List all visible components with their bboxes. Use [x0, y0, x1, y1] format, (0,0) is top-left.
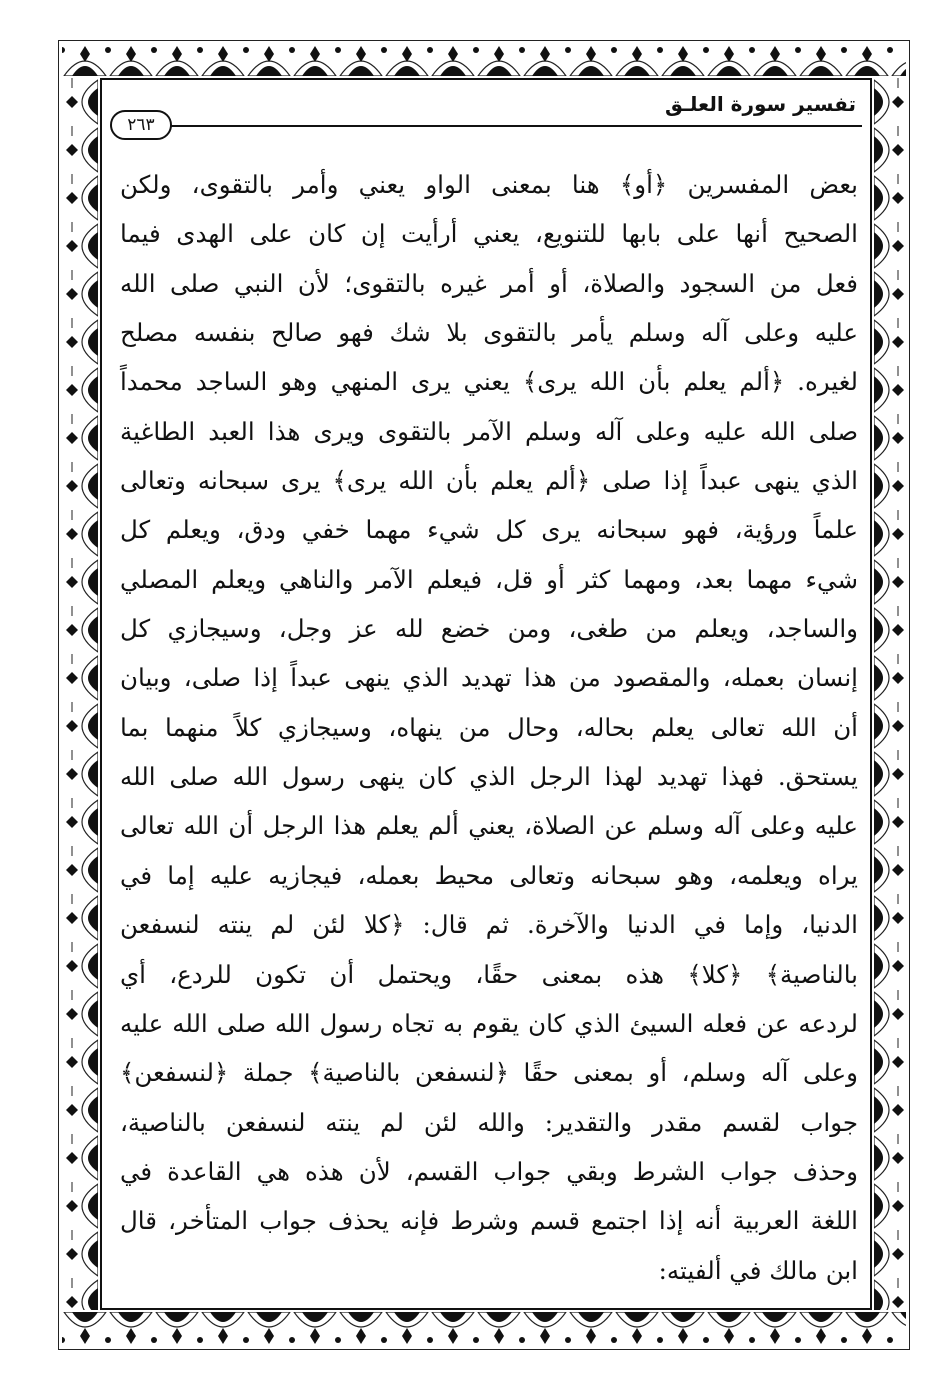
bottom-ornament-pattern: [62, 1312, 906, 1346]
text-line-21: وحذف جواب الشرط وبقي جواب القسم، لأن هذه هي القاعدة في: [120, 1156, 858, 1186]
left-ornament-pattern: [62, 78, 98, 1310]
text-line-2: الصحيح أنها على بابها للتنويع، يعني أرأيت إن كان على الهدى فيما: [120, 219, 858, 249]
text-line-19: وعلى آله وسلم، أو بمعنى حقًا ﴿لنسفعن بالناصية﴾ جملة ﴿لنسفعن﴾: [120, 1058, 858, 1088]
text-line-14: عليه وعلى آله وسلم عن الصلاة، يعني ألم يعلم هذا الرجل أن الله تعالى: [120, 811, 858, 841]
text-line-12: أن الله تعالى يعلم بحاله، وحال من ينهاه، وسيجازي كلاً منهما بما: [120, 712, 858, 742]
text-line-23: ابن مالك في ألفيته:: [658, 1255, 858, 1285]
text-line-5: لغيره. ﴿ألم يعلم بأن الله يرى﴾ يعني يرى المنهي وهو الساجد محمداً: [120, 367, 858, 397]
text-line-13: يستحق. فهذا تهديد لهذا الرجل الذي كان ينهى رسول الله صلى الله: [120, 762, 858, 792]
chapter-title: تفسير سورة العلـق: [665, 92, 856, 116]
text-line-20: جواب لقسم مقدر والتقدير: والله لئن لم ينته لنسفعن بالناصية،: [120, 1107, 858, 1137]
text-line-11: إنسان بعمله، والمقصود من هذا تهديد الذي ينهى عبداً إذا صلى، وبيان: [120, 663, 858, 693]
right-ornament-pattern: [874, 78, 906, 1310]
page-number: ٢٦٣: [110, 110, 172, 140]
header-rule: [170, 125, 862, 127]
top-ornament-pattern: [62, 44, 906, 76]
text-line-6: صلى الله عليه وعلى آله وسلم الآمر بالتقوى ويرى هذا العبد الطاغية: [120, 416, 858, 446]
text-line-7: الذي ينهى عبداً إذا صلى ﴿ألم يعلم بأن الله يرى﴾ يرى سبحانه وتعالى: [120, 466, 858, 496]
text-line-1: بعض المفسرين ﴿أو﴾ هنا بمعنى الواو يعني وأمر بالتقوى، ولكن: [120, 170, 858, 199]
text-line-22: اللغة العربية أنه إذا اجتمع قسم وشرط فإنه يحذف جواب المتأخر، قال: [120, 1206, 858, 1236]
right-border-ornament: [874, 78, 906, 1310]
bottom-border-ornament: [62, 1312, 906, 1346]
text-line-10: والساجد، ويعلم من طغى، ومن خضع لله عز وجل، وسيجازي كل: [120, 614, 858, 644]
top-border-ornament: [62, 44, 906, 76]
text-line-15: يراه ويعلمه، وهو سبحانه وتعالى محيط بعمله، فيجازيه عليه إما في: [120, 860, 858, 890]
running-header: [110, 92, 862, 135]
text-line-17: بالناصية﴾ ﴿كلا﴾ هذه بمعنى حقًا، ويحتمل أن تكون للردع، أي: [120, 959, 858, 989]
text-line-18: لردعه عن فعله السيئ الذي كان يقوم به تجاه رسول الله صلى الله عليه: [120, 1008, 858, 1038]
text-line-3: فعل من السجود والصلاة، أو أمر غيره بالتقوى؛ لأن النبي صلى الله: [120, 268, 858, 298]
text-line-4: عليه وعلى آله وسلم يأمر بالتقوى بلا شك فهو صالح بنفسه مصلح: [120, 318, 858, 348]
text-line-8: علماً ورؤية، فهو سبحانه يرى كل شيء مهما خفي ودق، ويعلم كل: [120, 515, 858, 545]
text-line-9: شيء مهما بعد، ومهما كثر أو قل، فيعلم الآمر والناهي ويعلم المصلي: [120, 564, 858, 594]
left-border-ornament: [62, 78, 98, 1310]
text-line-16: الدنيا، وإما في الدنيا والآخرة. ثم قال: ﴿كلا لئن لم ينته لنسفعن: [120, 910, 858, 940]
body-text: [120, 160, 858, 1295]
